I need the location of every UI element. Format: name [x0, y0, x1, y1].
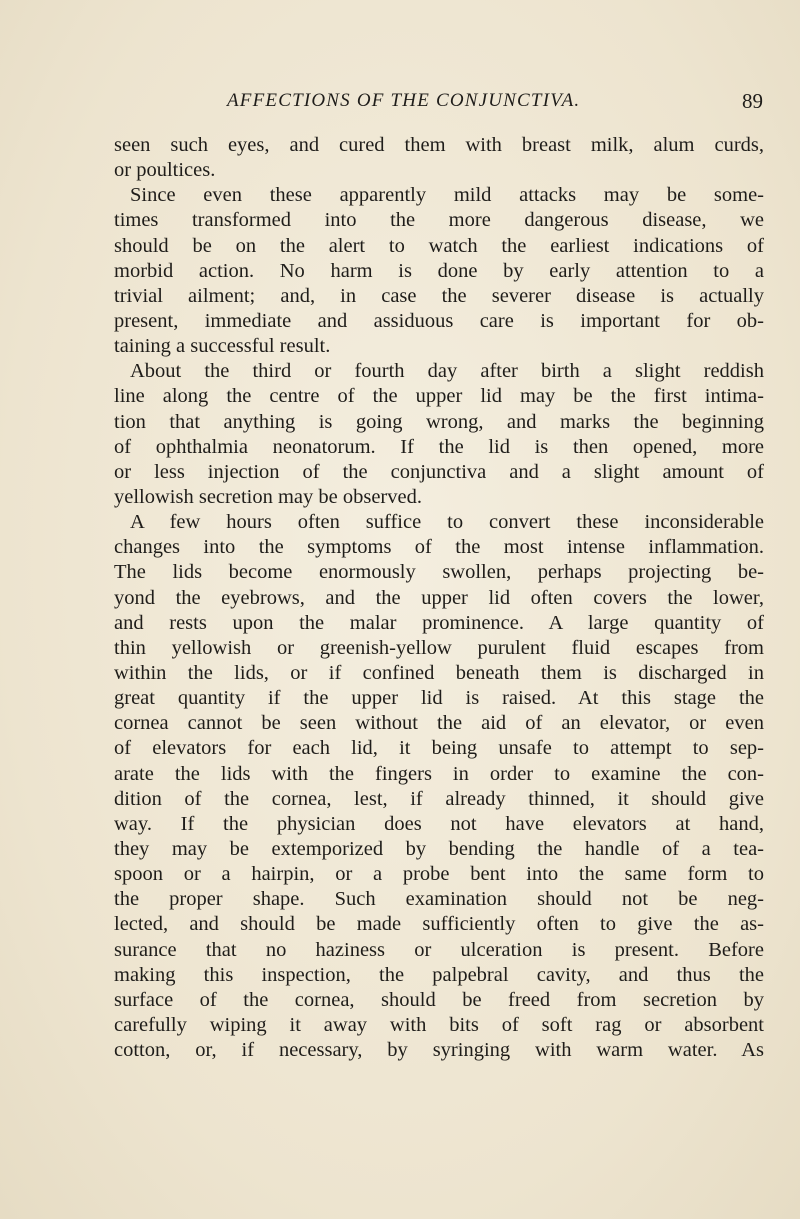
- text-line: way. If the physician does not have elevators at hand,: [114, 812, 764, 835]
- text-line: making this inspection, the palpebral cavity, and thus the: [114, 963, 764, 986]
- running-head: [227, 90, 763, 120]
- text-line: dition of the cornea, lest, if already thinned, it should give: [114, 787, 764, 810]
- text-line: morbid action. No harm is done by early attention to a: [114, 259, 764, 282]
- text-line: surance that no haziness or ulceration is present. Before: [114, 938, 764, 961]
- text-line: and rests upon the malar prominence. A large quantity of: [114, 611, 764, 634]
- text-line: arate the lids with the fingers in order to examine the con-: [114, 762, 764, 785]
- text-line: of ophthalmia neonatorum. If the lid is then opened, more: [114, 435, 764, 458]
- text-line: thin yellowish or greenish-yellow purulent fluid escapes from: [114, 636, 764, 659]
- text-line: should be on the alert to watch the earliest indications of: [114, 234, 764, 257]
- text-line: About the third or fourth day after birth a slight reddish: [130, 360, 764, 383]
- text-line: The lids become enormously swollen, perhaps projecting be-: [114, 561, 764, 584]
- text-line: yellowish secretion may be observed.: [114, 485, 422, 508]
- text-line: great quantity if the upper lid is raised. At this stage the: [114, 687, 764, 710]
- page-number: 89: [742, 89, 763, 113]
- text-line: taining a successful result.: [114, 335, 331, 358]
- text-line: they may be extemporized by bending the handle of a tea-: [114, 837, 764, 860]
- text-line: of elevators for each lid, it being unsafe to attempt to sep-: [114, 737, 764, 760]
- text-line: changes into the symptoms of the most intense inflammation.: [114, 536, 764, 559]
- body-text: [114, 133, 764, 1063]
- text-line: line along the centre of the upper lid may be the first intima-: [114, 385, 764, 408]
- text-line: lected, and should be made sufficiently often to give the as-: [114, 913, 764, 936]
- text-line: cotton, or, if necessary, by syringing with warm water. As: [114, 1039, 764, 1062]
- text-line: surface of the cornea, should be freed from secretion by: [114, 988, 764, 1011]
- text-line: the proper shape. Such examination should not be neg-: [114, 888, 764, 911]
- text-line: yond the eyebrows, and the upper lid often covers the lower,: [114, 586, 764, 609]
- text-line: trivial ailment; and, in case the severer disease is actually: [114, 284, 764, 307]
- text-line: present, immediate and assiduous care is important for ob-: [114, 309, 764, 332]
- text-line: or poultices.: [114, 159, 216, 182]
- text-line: spoon or a hairpin, or a probe bent into the same form to: [114, 863, 764, 886]
- text-line: Since even these apparently mild attacks may be some-: [130, 184, 764, 207]
- text-line: tion that anything is going wrong, and marks the beginning: [114, 410, 764, 433]
- running-title: AFFECTIONS OF THE CONJUNCTIVA.: [227, 90, 581, 111]
- text-line: cornea cannot be seen without the aid of an elevator, or even: [114, 712, 764, 735]
- text-line: or less injection of the conjunctiva and a slight amount of: [114, 460, 764, 483]
- text-line: times transformed into the more dangerous disease, we: [114, 209, 764, 232]
- text-line: carefully wiping it away with bits of soft rag or absorbent: [114, 1013, 764, 1036]
- text-line: A few hours often suffice to convert these inconsiderable: [130, 511, 764, 534]
- text-line: within the lids, or if confined beneath them is discharged in: [114, 661, 764, 684]
- text-line: seen such eyes, and cured them with breast milk, alum curds,: [114, 134, 764, 156]
